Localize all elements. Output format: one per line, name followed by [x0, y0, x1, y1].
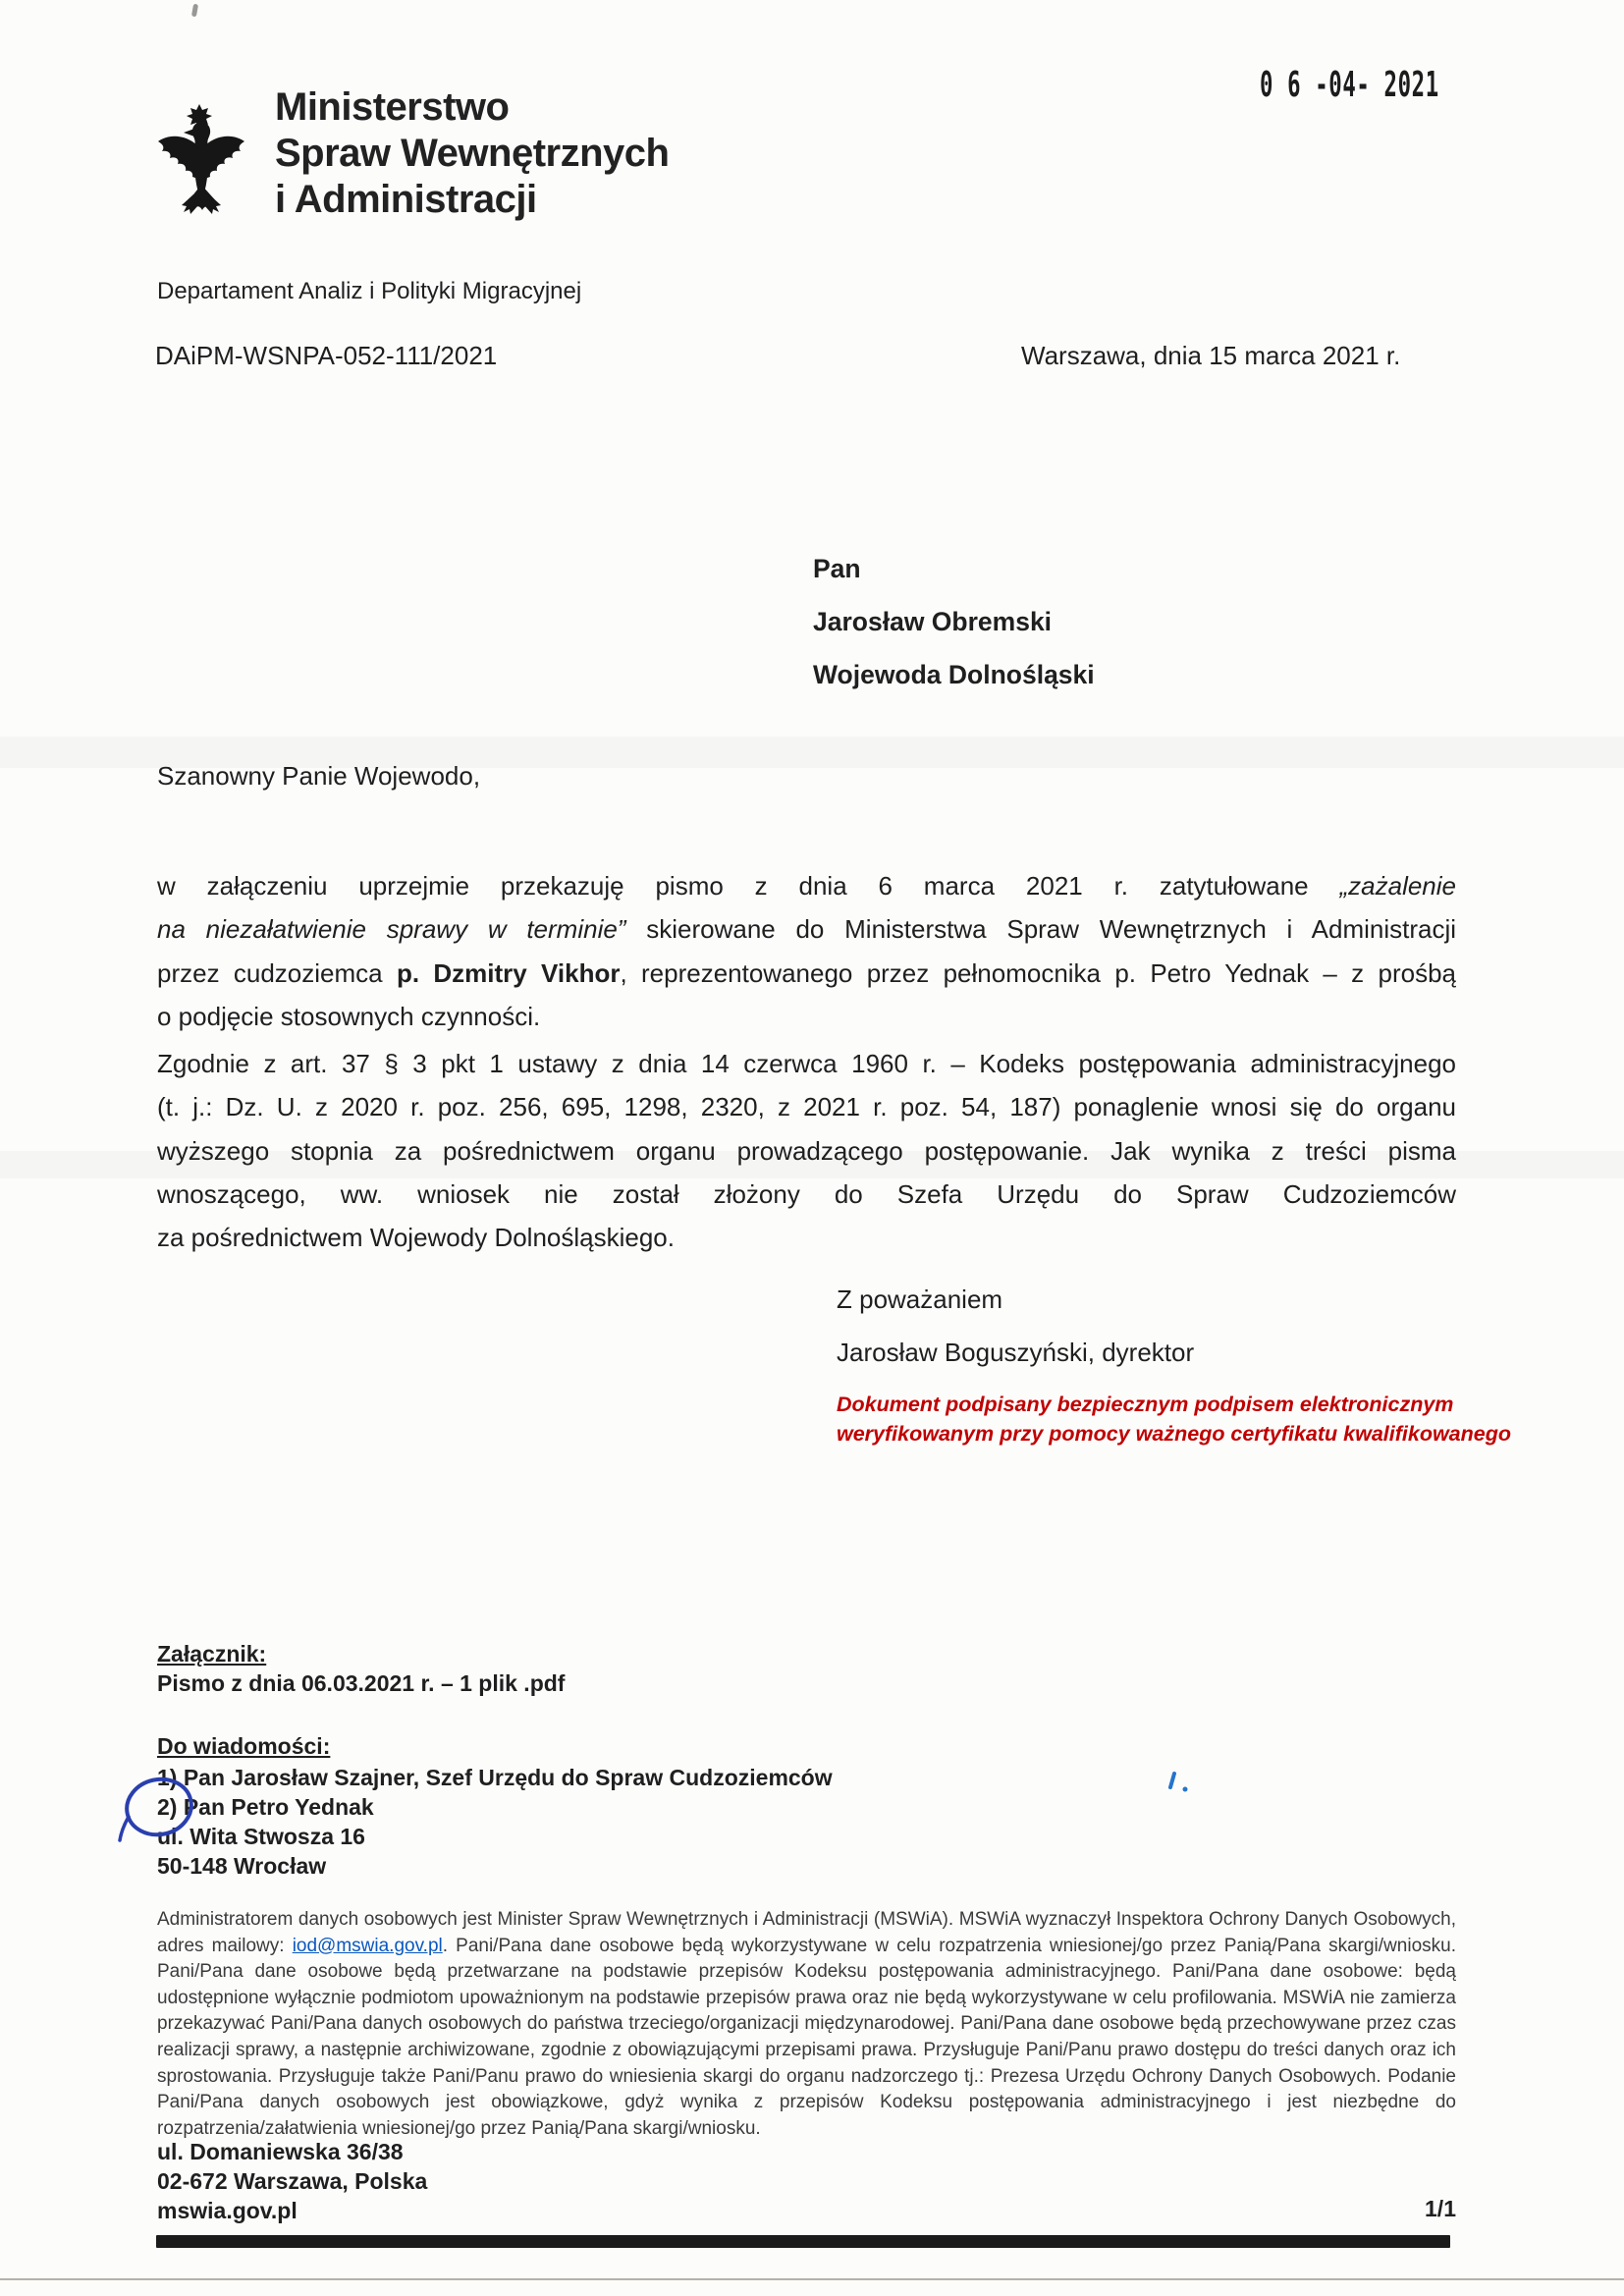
- text-segment: przez cudzoziemca: [157, 957, 397, 988]
- privacy-email-link[interactable]: iod@mswia.gov.pl: [292, 1935, 443, 1956]
- text-segment: Zgodnie z art. 37 § 3 pkt 1 ustawy z dnia 14 czerwca 1960 r. – Kodeks postępowania administracyjnego: [157, 1049, 1456, 1078]
- department-name: Departament Analiz i Polityki Migracyjnej: [157, 278, 582, 304]
- pen-circle-annotation: [114, 1768, 204, 1858]
- footer-city: 02-672 Warszawa, Polska: [157, 2168, 428, 2194]
- page-number: 1/1: [1425, 2196, 1456, 2221]
- text-line: [157, 1173, 1456, 1216]
- cc-item: 1) Pan Jarosław Szajner, Szef Urzędu do Spraw Cudzoziemców: [157, 1765, 833, 1790]
- text-segment: (t. j.: Dz. U. z 2020 r. poz. 256, 695, 1298, 2320, z 2021 r. poz. 54, 187) ponaglenie wnosi się do organu: [157, 1092, 1456, 1122]
- footer-website: mswia.gov.pl: [157, 2198, 298, 2223]
- date-received-stamp: 0 6 -04- 2021: [1260, 65, 1439, 105]
- text-segment: skierowane do Ministerstwa Spraw Wewnętrznych i Administracji: [625, 914, 1457, 945]
- text-segment: , reprezentowanego przez pełnomocnika p. Petro Yednak – z prośbą: [620, 957, 1456, 988]
- attachment-item: Pismo z dnia 06.03.2021 r. – 1 plik .pdf: [157, 1670, 566, 1696]
- ministry-name: [275, 84, 669, 223]
- text-segment: o podjęcie stosownych czynności.: [157, 1001, 541, 1031]
- recipient-title: Pan: [813, 554, 861, 583]
- place-and-date: Warszawa, dnia 15 marca 2021 r.: [1021, 341, 1401, 370]
- recipient-name: Jarosław Obremski: [813, 607, 1053, 636]
- ministry-name-line: Ministerstwo: [275, 85, 510, 129]
- text-line: [157, 907, 1456, 951]
- privacy-notice: [157, 1907, 1456, 2142]
- reference-number: DAiPM-WSNPA-052-111/2021: [155, 341, 498, 370]
- cc-item: 2) Pan Petro Yednak: [157, 1794, 374, 1820]
- text-line: [157, 952, 1456, 995]
- cc-label: Do wiadomości:: [157, 1733, 331, 1759]
- esignature-note-line: Dokument podpisany bezpiecznym podpisem elektronicznym: [837, 1393, 1454, 1416]
- footer-address: [157, 2137, 427, 2225]
- text-line: [157, 1085, 1456, 1128]
- ministry-name-line: i Administracji: [275, 178, 537, 221]
- ministry-name-line: Spraw Wewnętrznych: [275, 132, 670, 175]
- footer-street: ul. Domaniewska 36/38: [157, 2139, 404, 2164]
- text-line: [157, 1129, 1456, 1173]
- recipient-block: [813, 542, 1095, 701]
- esignature-note: [837, 1391, 1511, 1449]
- salutation: Szanowny Panie Wojewodo,: [157, 761, 481, 791]
- cc-item: ul. Wita Stwosza 16: [157, 1824, 365, 1849]
- body-paragraph-1: [157, 864, 1456, 1038]
- privacy-text: Administratorem danych osobowych jest Minister Spraw Wewnętrznych i Administracji (MSWiA). MSWiA wyznaczył Inspektora Ochrony Danych Osobowych, adres mailowy:: [157, 1909, 1456, 1956]
- recipient-role: Wojewoda Dolnośląski: [813, 660, 1095, 689]
- signer-name: Jarosław Boguszyński, dyrektor: [837, 1338, 1195, 1367]
- text-line: [157, 1216, 1456, 1259]
- valediction: Z poważaniem: [837, 1285, 1003, 1314]
- text-segment: „zażalenie: [1339, 871, 1456, 901]
- text-segment: p. Dzmitry Vikhor: [396, 957, 621, 988]
- scan-edge-line: [0, 2278, 1624, 2280]
- body-paragraph-2: [157, 1042, 1456, 1259]
- footer-divider-bar: [156, 2235, 1450, 2248]
- cc-item: 50-148 Wrocław: [157, 1853, 327, 1879]
- text-line: [157, 1042, 1456, 1085]
- pen-mark-annotation: [1163, 1768, 1196, 1799]
- text-line: [157, 995, 1456, 1038]
- scan-artifact: [191, 4, 198, 18]
- text-segment: na niezałatwienie sprawy w terminie”: [157, 914, 626, 945]
- coat-of-arms-eagle-icon: [153, 102, 249, 218]
- text-segment: wnoszącego, ww. wniosek nie został złożony do Szefa Urzędu do Spraw Cudzoziemców: [157, 1178, 1456, 1209]
- text-segment: za pośrednictwem Wojewody Dolnośląskiego.: [157, 1223, 675, 1253]
- text-segment: wyższego stopnia za pośrednictwem organu prowadzącego postępowanie. Jak wynika z treści pisma: [157, 1135, 1456, 1166]
- cc-list: [157, 1763, 833, 1881]
- attachment-label: Załącznik:: [157, 1641, 267, 1667]
- privacy-text: . Pani/Pana dane osobowe będą wykorzystywane w celu rozpatrzenia wniesionej/go przez Panią/Pana skargi/wniosku. Pani/Pana dane osobowe będą przetwarzane na podstawie przepisów Kodeksu postępowania administracyjnego. Pani/Pana dane osobowe: będą udostępnione wyłącznie podmiotom upoważnionym na podstawie przepisów prawa oraz nie będą wykorzystywane w celu profilowania. MSWiA nie zamierza przekazywać Pani/Pana danych osobowych do państwa trzeciego/organizacji międzynarodowej. Pani/Pana dane osobowe będą przechowywane przez czas realizacji sprawy, a następnie archiwizowane, zgodnie z obowiązującymi przepisami prawa. Przysługuje Pani/Panu prawo dostępu do treści danych oraz ich sprostowania. Przysługuje także Pani/Panu prawo do wniesienia skargi do organu nadzorczego tj.: Prezesa Urzędu Ochrony Danych Osobowych. Podanie Pani/Pana danych osobowych jest obowiązkowe, gdyż wynika z przepisów Kodeksu postępowania administracyjnego i jest niezbędne do rozpatrzenia/załatwienia wniesionej/go przez Panią/Pana skargi/wniosku.: [157, 1935, 1456, 2139]
- text-segment: w załączeniu uprzejmie przekazuję pismo z dnia 6 marca 2021 r. zatytułowane: [157, 871, 1340, 901]
- text-line: [157, 864, 1456, 907]
- esignature-note-line: weryfikowanym przy pomocy ważnego certyfikatu kwalifikowanego: [837, 1421, 1511, 1446]
